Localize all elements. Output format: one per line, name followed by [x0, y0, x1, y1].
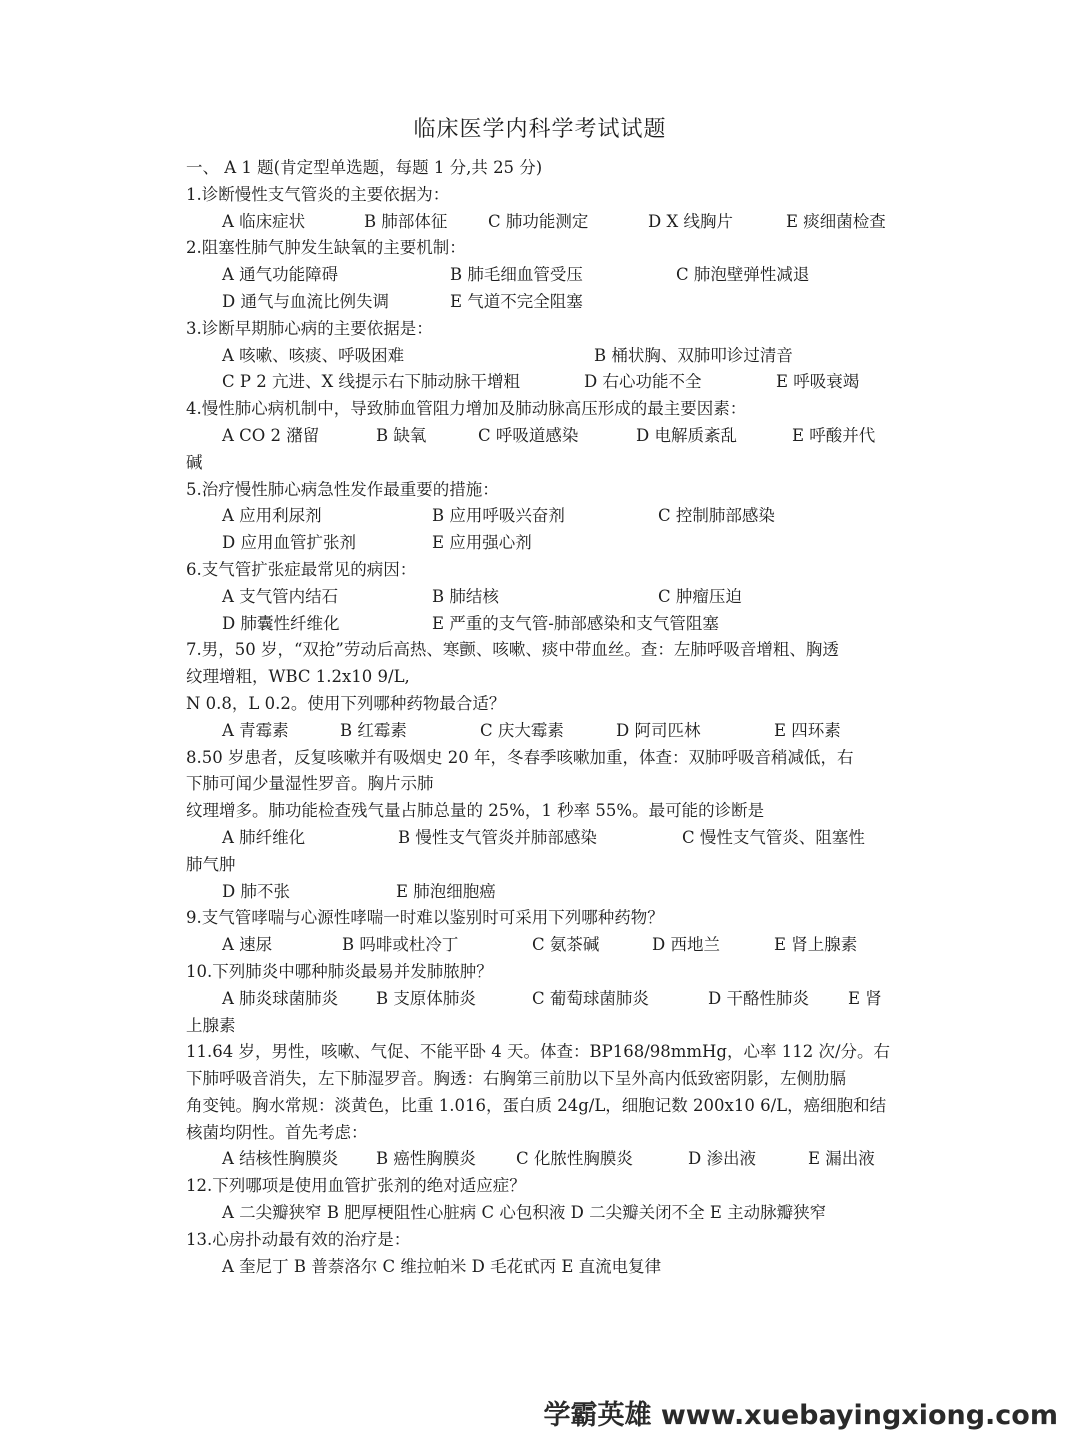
question-11-options — [186, 1146, 896, 1173]
q8-option-a: A 肺纤维化 — [222, 827, 306, 847]
q3-option-c: C P 2 亢进、X 线提示右下肺动脉干增粗 — [222, 372, 520, 392]
q10-option-e: E 肾 — [848, 988, 882, 1008]
q10-option-b: B 支原体肺炎 — [376, 988, 476, 1008]
question-4-options — [186, 423, 896, 450]
q8-option-b: B 慢性支气管炎并肺部感染 — [398, 827, 597, 847]
q1-option-e: E 痰细菌检查 — [786, 211, 886, 231]
q6-option-e: E 严重的支气管-肺部感染和支气管阻塞 — [432, 613, 719, 633]
question-6-options-row2 — [186, 611, 896, 638]
question-7-stem-line2: 纹理增粗，WBC 1.2x10 9/L, — [186, 667, 410, 687]
question-11-stem-line4: 核菌均阴性。首先考虑： — [186, 1122, 368, 1142]
question-1-stem: 1.诊断慢性支气管炎的主要依据为： — [186, 184, 450, 204]
q9-option-c: C 氨茶碱 — [532, 935, 600, 955]
q3-option-b: B 桶状胸、双肺叩诊过清音 — [594, 345, 793, 365]
question-13-stem: 13.心房扑动最有效的治疗是： — [186, 1229, 411, 1249]
q2-option-a: A 通气功能障碍 — [222, 265, 339, 285]
q7-option-c: C 庆大霉素 — [480, 720, 564, 740]
question-11-stem-line3: 角变钝。胸水常规：淡黄色，比重 1.016，蛋白质 24g/L，细胞记数 200x10 6/L，癌细胞和结 — [186, 1095, 887, 1115]
q10-option-a: A 肺炎球菌肺炎 — [222, 988, 339, 1008]
q3-option-e: E 呼吸衰竭 — [776, 372, 860, 392]
q9-option-d: D 西地兰 — [652, 935, 720, 955]
question-5-stem: 5.治疗慢性肺心病急性发作最重要的措施： — [186, 479, 499, 499]
question-8-stem-line3: 纹理增多。肺功能检查残气量占肺总量的 25%，1 秒率 55%。最可能的诊断是 — [186, 801, 765, 821]
question-3-stem: 3.诊断早期肺心病的主要依据是： — [186, 318, 433, 338]
q6-option-d: D 肺囊性纤维化 — [222, 613, 340, 633]
question-4-stem: 4.慢性肺心病机制中，导致肺血管阻力增加及肺动脉高压形成的最主要因素： — [186, 399, 747, 419]
q1-option-c: C 肺功能测定 — [488, 211, 589, 231]
question-11-stem-line1: 11.64 岁，男性，咳嗽、气促、不能平卧 4 天。体查：BP168/98mmHg，心率 112 次/分。右 — [186, 1042, 891, 1062]
q9-option-a: A 速尿 — [222, 935, 273, 955]
q1-option-a: A 临床症状 — [222, 211, 306, 231]
q7-option-e: E 四环素 — [774, 720, 841, 740]
q2-option-b: B 肺毛细血管受压 — [450, 265, 583, 285]
q11-option-a: A 结核性胸膜炎 — [222, 1149, 339, 1169]
question-4-wrap: 碱 — [186, 452, 203, 472]
q4-option-c: C 呼吸道感染 — [478, 425, 579, 445]
q7-option-a: A 青霉素 — [222, 720, 289, 740]
site-watermark: 学霸英雄 www.xuebayingxiong.com — [543, 1400, 1058, 1431]
question-10-wrap: 上腺素 — [186, 1015, 236, 1035]
q3-option-d: D 右心功能不全 — [584, 372, 702, 392]
q2-option-c: C 肺泡壁弹性减退 — [676, 265, 810, 285]
question-5-options-row2 — [186, 530, 896, 557]
question-8-options-row1 — [186, 825, 896, 852]
question-7-stem-line3: N 0.8，L 0.2。使用下列哪种药物最合适？ — [186, 693, 506, 713]
question-9-stem: 9.支气管哮喘与心源性哮喘一时难以鉴别时可采用下列哪种药物？ — [186, 908, 664, 928]
q8-option-e: E 肺泡细胞癌 — [396, 881, 496, 901]
q10-option-d: D 干酪性肺炎 — [708, 988, 809, 1008]
question-12-options: A 二尖瓣狭窄 B 肥厚梗阻性心脏病 C 心包积液 D 二尖瓣关闭不全 E 主动脉瓣狭窄 — [222, 1203, 827, 1223]
q4-option-a: A CO 2 潴留 — [222, 425, 320, 445]
question-3-options-row2 — [186, 369, 896, 396]
q2-option-d: D 通气与血流比例失调 — [222, 291, 389, 311]
q11-option-c: C 化脓性胸膜炎 — [516, 1149, 633, 1169]
q3-option-a: A 咳嗽、咳痰、呼吸困难 — [222, 345, 405, 365]
q9-option-e: E 肾上腺素 — [774, 935, 858, 955]
question-10-options — [186, 986, 896, 1013]
q10-option-c: C 葡萄球菌肺炎 — [532, 988, 649, 1008]
question-11-stem-line2: 下肺呼吸音消失，左下肺湿罗音。胸透：右胸第三前肋以下呈外高内低致密阴影，左侧肋膈 — [186, 1069, 846, 1089]
question-8-wrap: 肺气肿 — [186, 854, 236, 874]
exam-body — [186, 155, 896, 1280]
q1-option-b: B 肺部体征 — [364, 211, 448, 231]
q8-option-d: D 肺不张 — [222, 881, 290, 901]
q5-option-b: B 应用呼吸兴奋剂 — [432, 506, 565, 526]
q8-option-c: C 慢性支气管炎、阻塞性 — [682, 827, 865, 847]
q2-option-e: E 气道不完全阻塞 — [450, 291, 583, 311]
section-heading: 一、 A 1 题(肯定型单选题，每题 1 分,共 25 分) — [186, 158, 543, 177]
question-8-options-row2 — [186, 879, 896, 906]
q5-option-c: C 控制肺部感染 — [658, 506, 775, 526]
q4-option-d: D 电解质紊乱 — [636, 425, 737, 445]
q5-option-d: D 应用血管扩张剂 — [222, 533, 356, 553]
q6-option-c: C 肿瘤压迫 — [658, 586, 742, 606]
question-2-stem: 2.阻塞性肺气肿发生缺氧的主要机制： — [186, 238, 466, 258]
q5-option-a: A 应用利尿剂 — [222, 506, 322, 526]
question-1-options — [186, 209, 896, 236]
question-6-options-row1 — [186, 584, 896, 611]
q11-option-b: B 癌性胸膜炎 — [376, 1149, 476, 1169]
q7-option-b: B 红霉素 — [340, 720, 407, 740]
q5-option-e: E 应用强心剂 — [432, 533, 532, 553]
question-7-stem-line1: 7.男，50 岁，“双抢”劳动后高热、寒颤、咳嗽、痰中带血丝。查：左肺呼吸音增粗、胸透 — [186, 640, 839, 660]
question-3-options-row1 — [186, 343, 896, 370]
page-title: 临床医学内科学考试试题 — [413, 117, 667, 142]
question-5-options-row1 — [186, 503, 896, 530]
q11-option-e: E 漏出液 — [808, 1149, 875, 1169]
q9-option-b: B 吗啡或杜冷丁 — [342, 935, 459, 955]
question-6-stem: 6.支气管扩张症最常见的病因： — [186, 559, 417, 579]
question-12-stem: 12.下列哪项是使用血管扩张剂的绝对适应症？ — [186, 1176, 526, 1196]
question-9-options — [186, 932, 896, 959]
question-7-options — [186, 718, 896, 745]
question-13-options: A 奎尼丁 B 普萘洛尔 C 维拉帕米 D 毛花甙丙 E 直流电复律 — [222, 1256, 662, 1276]
question-2-options-row2 — [186, 289, 896, 316]
question-8-stem-line1: 8.50 岁患者，反复咳嗽并有吸烟史 20 年，冬春季咳嗽加重，体查：双肺呼吸音稍减低，右 — [186, 747, 854, 767]
q1-option-d: D X 线胸片 — [648, 211, 733, 231]
question-8-stem-line2: 下肺可闻少量湿性罗音。胸片示肺 — [186, 774, 434, 794]
q4-option-b: B 缺氧 — [376, 425, 427, 445]
question-10-stem: 10.下列肺炎中哪种肺炎最易并发肺脓肿？ — [186, 961, 493, 981]
q11-option-d: D 渗出液 — [688, 1149, 756, 1169]
q6-option-b: B 肺结核 — [432, 586, 499, 606]
question-2-options-row1 — [186, 262, 896, 289]
q6-option-a: A 支气管内结石 — [222, 586, 339, 606]
q7-option-d: D 阿司匹林 — [616, 720, 701, 740]
q4-option-e: E 呼酸并代 — [792, 425, 876, 445]
